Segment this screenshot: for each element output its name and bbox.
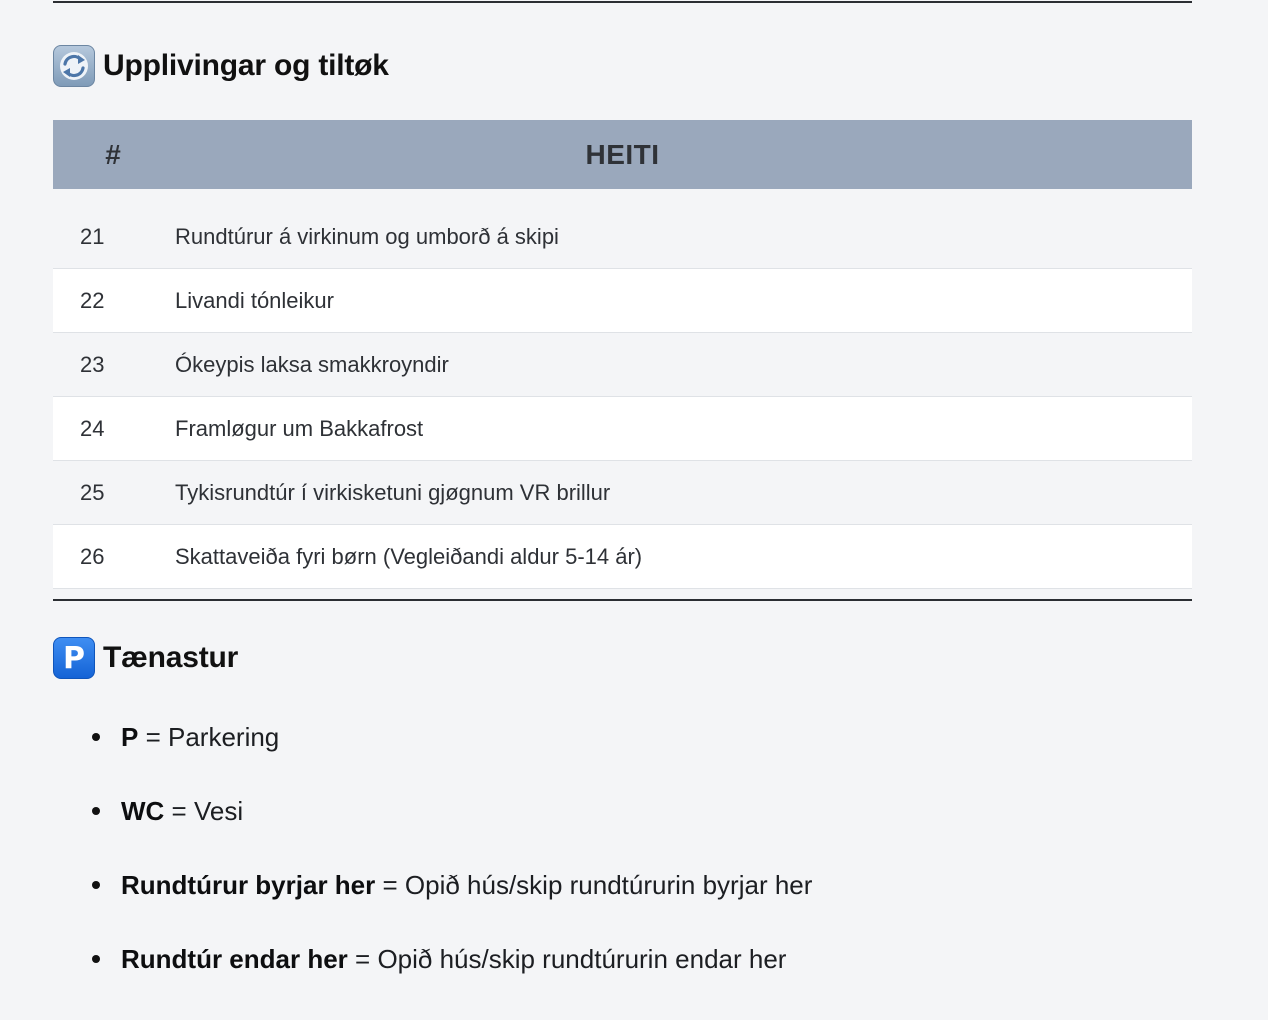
row-name: Tykisrundtúr í virkisketuni gjøgnum VR brillur — [175, 479, 611, 505]
list-item — [88, 922, 812, 996]
service-separator: = — [138, 721, 168, 752]
events-title: Upplivingar og tiltøk — [103, 49, 389, 82]
events-heading — [53, 45, 389, 87]
service-separator: = — [347, 943, 378, 974]
service-description: Opið hús/skip rundtúrurin byrjar her — [404, 869, 813, 900]
table-row — [53, 333, 1192, 397]
service-term: Rundtúr endar her — [121, 943, 348, 974]
row-number: 21 — [80, 223, 105, 249]
services-list — [88, 700, 812, 996]
services-heading — [53, 637, 238, 679]
service-term: Rundtúrur byrjar her — [121, 869, 376, 900]
column-header-number: # — [105, 138, 121, 170]
service-description: Vesi — [193, 795, 244, 826]
column-header-name: HEITI — [585, 138, 660, 170]
services-title: Tænastur — [103, 641, 239, 674]
row-name: Framløgur um Bakkafrost — [175, 415, 424, 441]
table-header — [53, 120, 1192, 189]
service-term: P — [121, 721, 139, 752]
list-item — [88, 700, 812, 774]
row-number: 26 — [80, 543, 105, 569]
service-description: Parkering — [167, 721, 280, 752]
service-separator: = — [375, 869, 405, 900]
table-row — [53, 461, 1192, 525]
bullet-icon — [92, 881, 100, 889]
row-number: 22 — [80, 287, 105, 313]
bullet-icon — [92, 807, 100, 815]
list-item — [88, 848, 812, 922]
table-row — [53, 397, 1192, 461]
row-name: Skattaveiða fyri børn (Vegleiðandi aldur 5-14 ár) — [175, 543, 643, 569]
row-name: Rundtúrur á virkinum og umborð á skipi — [175, 223, 559, 249]
row-number: 25 — [80, 479, 105, 505]
row-name: Ókeypis laksa smakkroyndir — [175, 351, 449, 377]
cycle-arrows-icon — [53, 45, 95, 87]
bullet-icon — [92, 955, 100, 963]
row-number: 23 — [80, 351, 105, 377]
table-row — [53, 269, 1192, 333]
table-body — [53, 205, 1192, 589]
row-name: Livandi tónleikur — [175, 287, 334, 313]
events-table — [53, 120, 1192, 589]
table-row — [53, 205, 1192, 269]
table-row — [53, 525, 1192, 589]
section-divider — [53, 599, 1192, 601]
service-description: Opið hús/skip rundtúrurin endar her — [377, 943, 787, 974]
row-number: 24 — [80, 415, 105, 441]
service-term: WC — [121, 795, 165, 826]
parking-icon: P — [53, 637, 95, 679]
bullet-icon — [92, 733, 100, 741]
list-item — [88, 774, 812, 848]
service-separator: = — [164, 795, 194, 826]
top-divider — [53, 1, 1192, 3]
